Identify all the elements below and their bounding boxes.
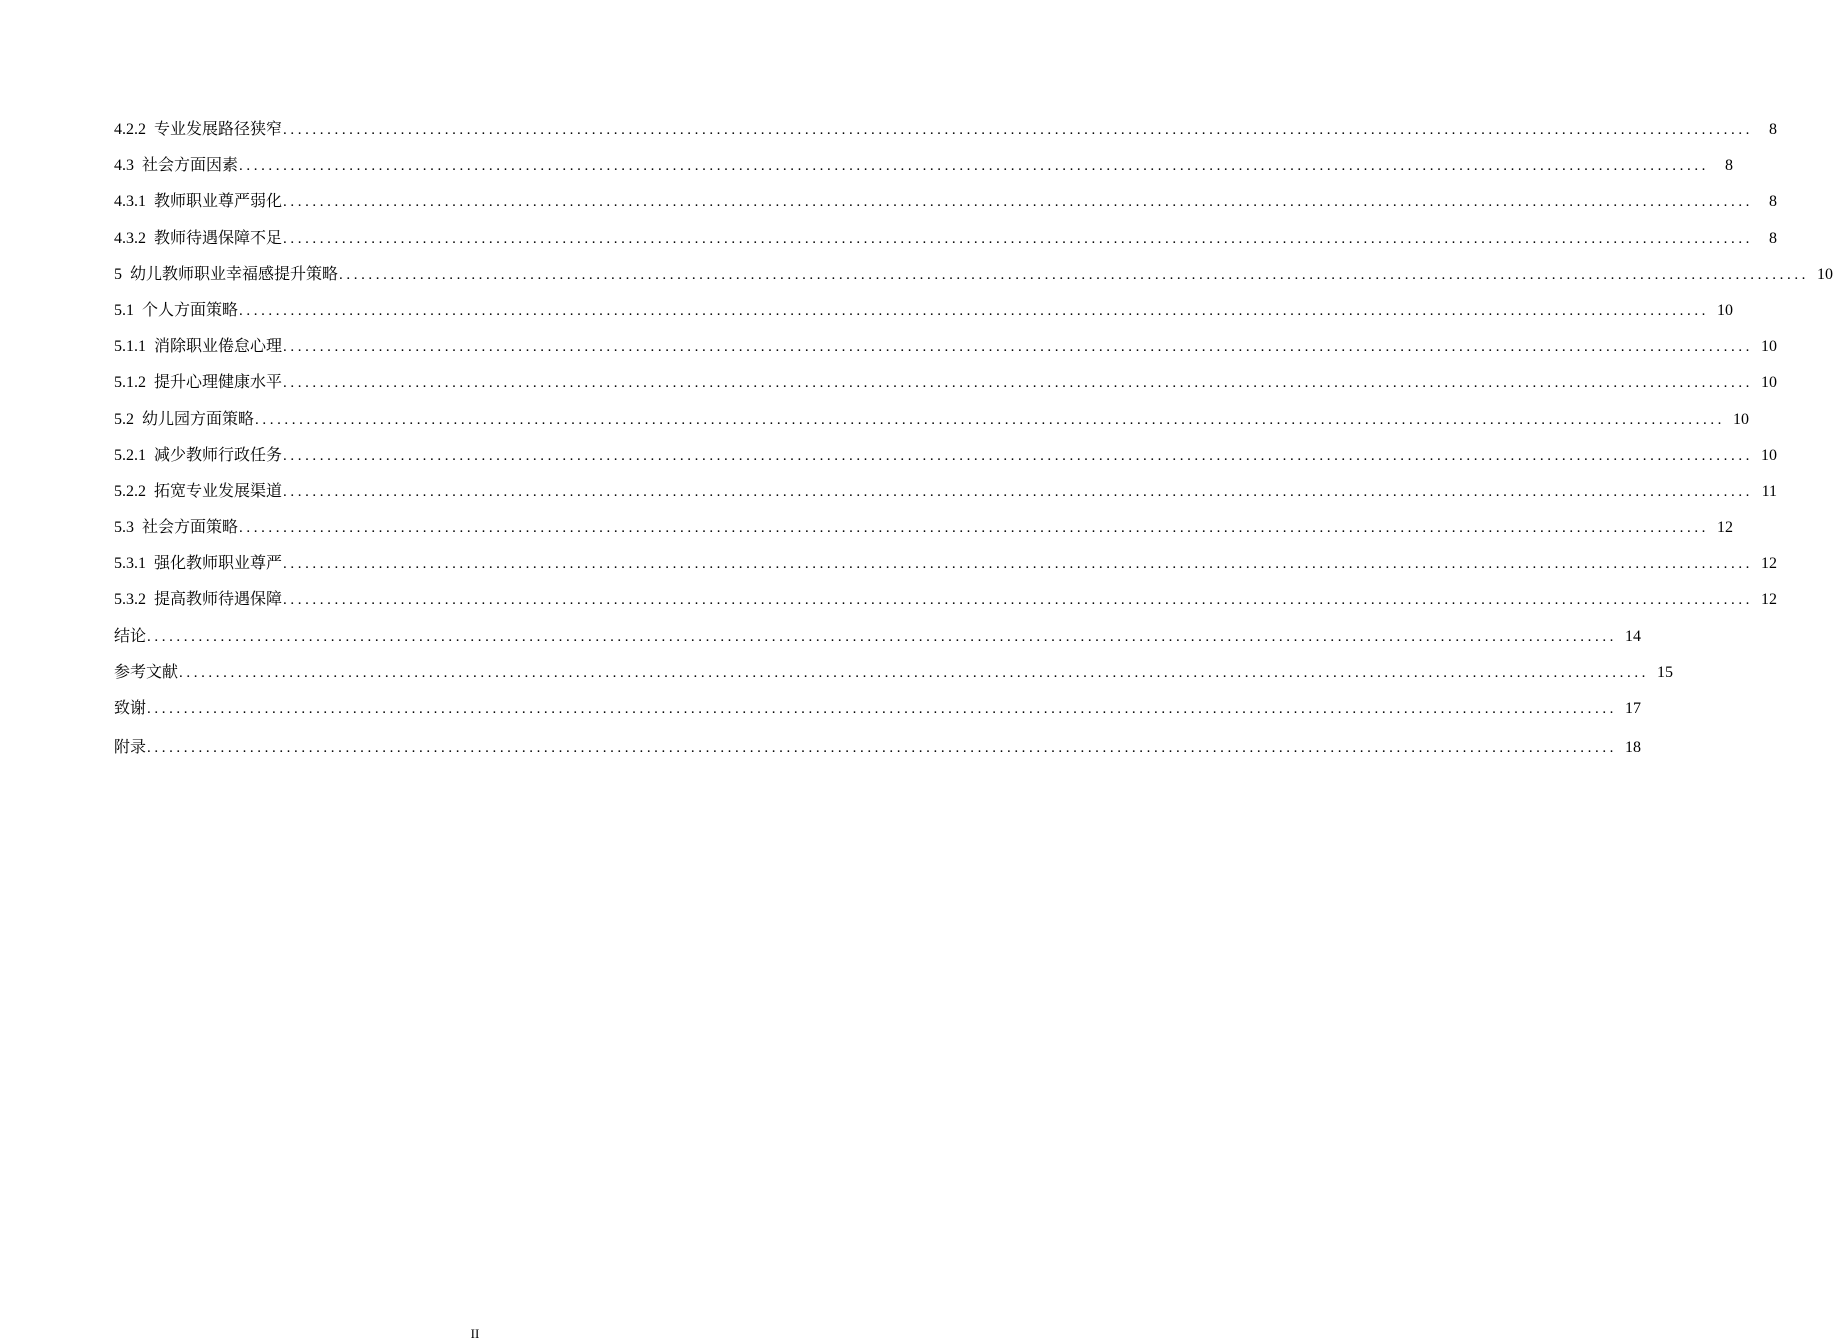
toc-entry-title: 结论 xyxy=(114,627,147,645)
toc-entry-title: 5.2.2 拓宽专业发展渠道 xyxy=(114,482,283,500)
toc-entry-title: 4.2.2 专业发展路径狭窄 xyxy=(114,121,283,138)
toc-dot-leader: ........................................................................................................................................................................................................ xyxy=(239,302,1710,319)
toc-entry-title: 5.3 社会方面策略 xyxy=(114,519,239,537)
toc-entry[interactable] xyxy=(114,152,1734,188)
toc-entry[interactable] xyxy=(114,478,1778,514)
toc-entry[interactable] xyxy=(114,442,1778,478)
toc-entry[interactable] xyxy=(114,734,1642,770)
toc-entry-title: 5.2 幼儿园方面策略 xyxy=(114,410,255,428)
toc-dot-leader: ........................................................................................................................................................................................................ xyxy=(283,447,1754,464)
toc-entry[interactable] xyxy=(114,695,1642,731)
toc-dot-leader: ........................................................................................................................................................................................................ xyxy=(283,556,1754,573)
toc-entry-page: 14 xyxy=(1625,627,1642,645)
toc-dot-leader: ........................................................................................................................................................................................................ xyxy=(283,230,1754,247)
table-of-contents xyxy=(114,116,1833,770)
toc-entry-title: 4.3 社会方面因素 xyxy=(114,157,239,175)
toc-entry-page: 10 xyxy=(1817,265,1833,283)
toc-entry-page: 8 xyxy=(1769,193,1778,211)
toc-entry[interactable] xyxy=(114,406,1750,442)
toc-dot-leader: ........................................................................................................................................................................................................ xyxy=(147,740,1618,757)
toc-entry[interactable] xyxy=(114,659,1674,695)
toc-entry-title: 5 幼儿教师职业幸福感提升策略 xyxy=(114,265,339,283)
toc-entry-page: 18 xyxy=(1625,739,1642,757)
toc-dot-leader: ........................................................................................................................................................................................................ xyxy=(339,266,1810,283)
toc-dot-leader: ........................................................................................................................................................................................................ xyxy=(255,411,1726,428)
toc-entry-page: 17 xyxy=(1625,700,1642,717)
toc-entry-page: 11 xyxy=(1761,482,1778,500)
toc-entry-title: 5.1.2 提升心理健康水平 xyxy=(114,374,283,392)
toc-entry-title: 5.3.1 强化教师职业尊严 xyxy=(114,555,283,573)
toc-entry[interactable] xyxy=(114,514,1734,550)
toc-entry-page: 10 xyxy=(1733,410,1750,428)
toc-entry-page: 10 xyxy=(1761,446,1778,464)
toc-dot-leader: ........................................................................................................................................................................................................ xyxy=(239,520,1710,537)
toc-dot-leader: ........................................................................................................................................................................................................ xyxy=(283,592,1754,609)
toc-entry-title: 参考文献 xyxy=(114,663,179,681)
toc-entry-title: 致谢 xyxy=(114,700,147,717)
toc-entry-title: 4.3.1 教师职业尊严弱化 xyxy=(114,193,283,211)
toc-entry-title: 5.2.1 减少教师行政任务 xyxy=(114,446,283,464)
toc-entry-page: 8 xyxy=(1725,157,1734,175)
page-number: II xyxy=(470,1326,480,1341)
toc-dot-leader: ........................................................................................................................................................................................................ xyxy=(147,701,1618,717)
toc-entry-page: 12 xyxy=(1717,519,1734,537)
toc-dot-leader: ........................................................................................................................................................................................................ xyxy=(283,194,1754,211)
toc-entry-page: 8 xyxy=(1769,121,1778,138)
toc-entry-page: 10 xyxy=(1761,374,1778,392)
toc-dot-leader: ........................................................................................................................................................................................................ xyxy=(239,158,1710,175)
toc-dot-leader: ........................................................................................................................................................................................................ xyxy=(147,628,1618,645)
toc-dot-leader: ........................................................................................................................................................................................................ xyxy=(283,122,1754,138)
toc-entry[interactable] xyxy=(114,586,1778,622)
toc-entry[interactable] xyxy=(114,369,1778,405)
toc-entry-page: 12 xyxy=(1761,591,1778,609)
toc-entry-page: 10 xyxy=(1761,338,1778,356)
toc-entry-title: 5.3.2 提高教师待遇保障 xyxy=(114,591,283,609)
toc-entry-title: 4.3.2 教师待遇保障不足 xyxy=(114,229,283,247)
toc-dot-leader: ........................................................................................................................................................................................................ xyxy=(283,483,1754,500)
toc-entry[interactable] xyxy=(114,116,1778,152)
toc-entry-page: 10 xyxy=(1717,301,1734,319)
toc-entry-title: 5.1 个人方面策略 xyxy=(114,301,239,319)
toc-entry-title: 5.1.1 消除职业倦怠心理 xyxy=(114,338,283,356)
toc-entry[interactable] xyxy=(114,297,1734,333)
toc-entry[interactable] xyxy=(114,550,1778,586)
toc-dot-leader: ........................................................................................................................................................................................................ xyxy=(283,375,1754,392)
toc-entry-page: 15 xyxy=(1657,663,1674,681)
toc-entry[interactable] xyxy=(114,333,1778,369)
toc-dot-leader: ........................................................................................................................................................................................................ xyxy=(179,664,1650,681)
toc-entry[interactable] xyxy=(114,225,1778,261)
toc-entry-title: 附录 xyxy=(114,739,147,757)
toc-entry-page: 8 xyxy=(1769,229,1778,247)
toc-entry[interactable] xyxy=(114,188,1778,224)
toc-entry[interactable] xyxy=(114,623,1642,659)
toc-entry[interactable] xyxy=(114,261,1833,297)
toc-entry-page: 12 xyxy=(1761,555,1778,573)
toc-dot-leader: ........................................................................................................................................................................................................ xyxy=(283,339,1754,356)
